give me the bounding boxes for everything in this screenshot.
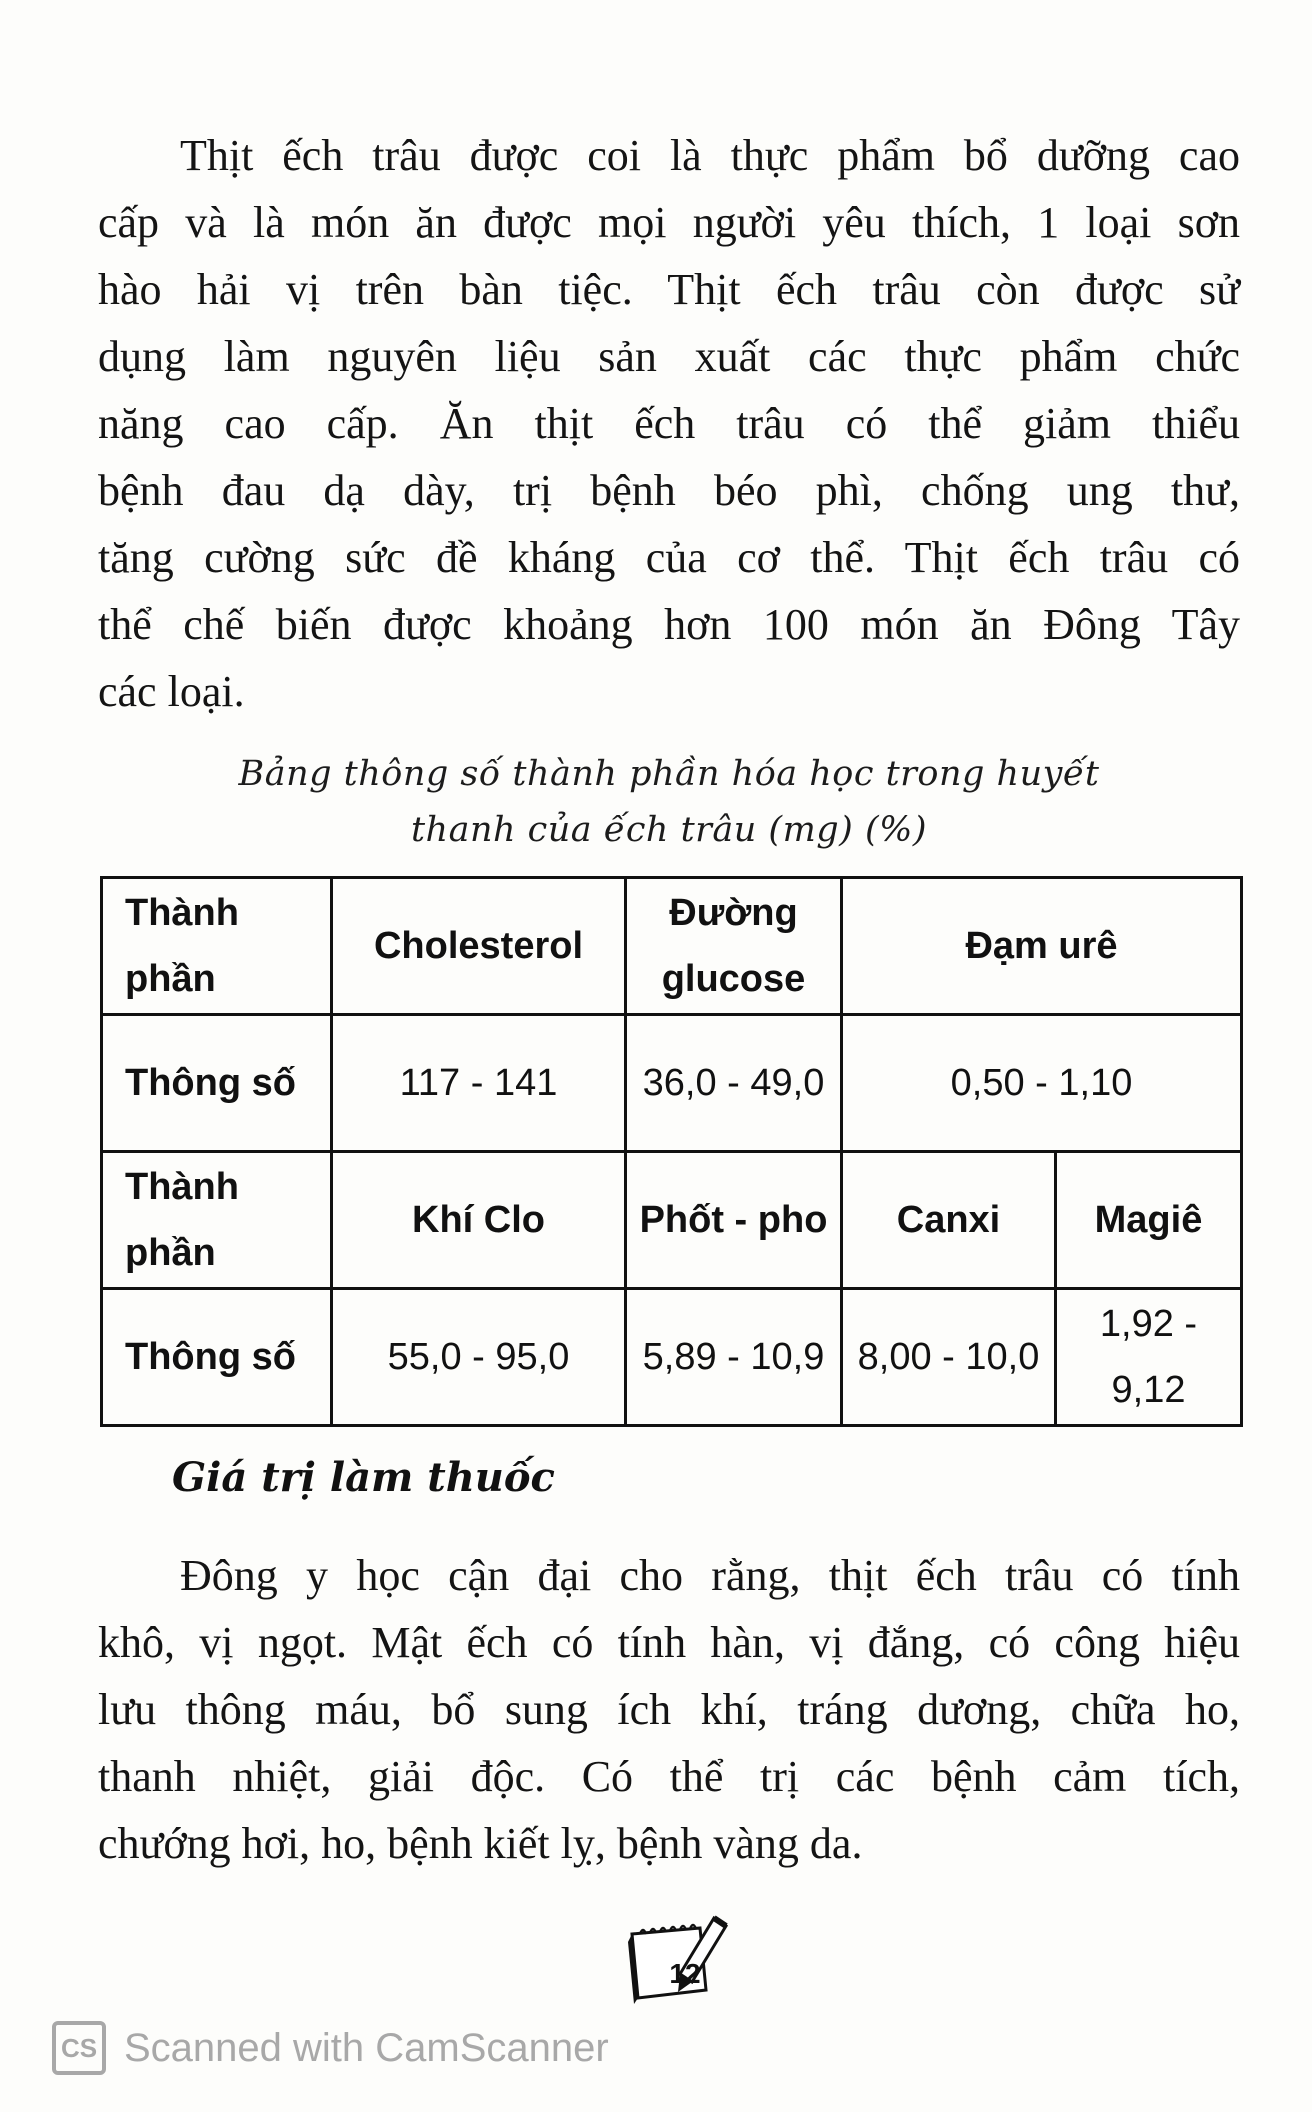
paragraph-line: lưu thông máu, bổ sung ích khí, tráng dương, chữa ho, bbox=[98, 1685, 1240, 1734]
paragraph-line: tăng cường sức đề kháng của cơ thể. Thịt ếch trâu có bbox=[98, 533, 1240, 582]
page-number-badge bbox=[622, 1912, 762, 2012]
table-row bbox=[102, 1015, 1242, 1152]
camscanner-watermark bbox=[52, 2016, 609, 2080]
paragraph-line: hào hải vị trên bàn tiệc. Thịt ếch trâu còn được sử bbox=[98, 265, 1240, 314]
table-row bbox=[102, 878, 1242, 1015]
row-label: Thành phần bbox=[102, 878, 332, 1015]
table-cell: 117 - 141 bbox=[332, 1015, 626, 1152]
table-cell: 0,50 - 1,10 bbox=[842, 1015, 1242, 1152]
intro-paragraph bbox=[98, 122, 1240, 725]
composition-table bbox=[100, 876, 1243, 1427]
table-header-cell: Cholesterol bbox=[332, 878, 626, 1015]
table-row bbox=[102, 1152, 1242, 1289]
table-header-cell: Đạm urê bbox=[842, 878, 1242, 1015]
table-cell: 36,0 - 49,0 bbox=[626, 1015, 842, 1152]
table-caption bbox=[98, 746, 1240, 858]
row-label: Thành phần bbox=[102, 1152, 332, 1289]
paragraph-line: Đông y học cận đại cho rằng, thịt ếch trâu có tính bbox=[180, 1551, 1240, 1600]
paragraph-line: thể chế biến được khoảng hơn 100 món ăn Đông Tây bbox=[98, 600, 1240, 649]
section-heading: Giá trị làm thuốc bbox=[172, 1454, 555, 1501]
table-cell: 5,89 - 10,9 bbox=[626, 1289, 842, 1426]
table-header-cell: Khí Clo bbox=[332, 1152, 626, 1289]
paragraph-line: thanh nhiệt, giải độc. Có thể trị các bệnh cảm tích, bbox=[98, 1752, 1240, 1801]
watermark-text: Scanned with CamScanner bbox=[124, 2025, 609, 2070]
paragraph-line: dụng làm nguyên liệu sản xuất các thực phẩm chức bbox=[98, 332, 1240, 381]
row-label: Thông số bbox=[102, 1289, 332, 1426]
table-header-cell: Đường glucose bbox=[626, 878, 842, 1015]
paragraph-line: năng cao cấp. Ăn thịt ếch trâu có thể giảm thiểu bbox=[98, 399, 1240, 448]
camscanner-logo-icon: CS bbox=[52, 2021, 106, 2075]
table-header-cell: Magiê bbox=[1056, 1152, 1242, 1289]
paragraph-line: khô, vị ngọt. Mật ếch có tính hàn, vị đắng, có công hiệu bbox=[98, 1618, 1240, 1667]
table-cell: 55,0 - 95,0 bbox=[332, 1289, 626, 1426]
caption-line-2: thanh của ếch trâu (mg) (%) bbox=[410, 810, 928, 850]
paragraph-line: cấp và là món ăn được mọi người yêu thích, 1 loại sơn bbox=[98, 198, 1240, 247]
row-label: Thông số bbox=[102, 1015, 332, 1152]
paragraph-line: bệnh đau dạ dày, trị bệnh béo phì, chống ung thư, bbox=[98, 466, 1240, 515]
medicinal-paragraph bbox=[98, 1542, 1240, 1877]
caption-line-1: Bảng thông số thành phần hóa học trong huyết bbox=[238, 754, 1100, 794]
paragraph-line: chướng hơi, ho, bệnh kiết lỵ, bệnh vàng da. bbox=[98, 1819, 863, 1868]
page-number: 12 bbox=[669, 1958, 701, 1989]
paragraph-line: Thịt ếch trâu được coi là thực phẩm bổ dưỡng cao bbox=[180, 131, 1240, 180]
table-row bbox=[102, 1289, 1242, 1426]
table-header-cell: Phốt - pho bbox=[626, 1152, 842, 1289]
table-header-cell: Canxi bbox=[842, 1152, 1056, 1289]
paragraph-line: các loại. bbox=[98, 667, 245, 716]
table-cell: 1,92 - 9,12 bbox=[1056, 1289, 1242, 1426]
table-cell: 8,00 - 10,0 bbox=[842, 1289, 1056, 1426]
